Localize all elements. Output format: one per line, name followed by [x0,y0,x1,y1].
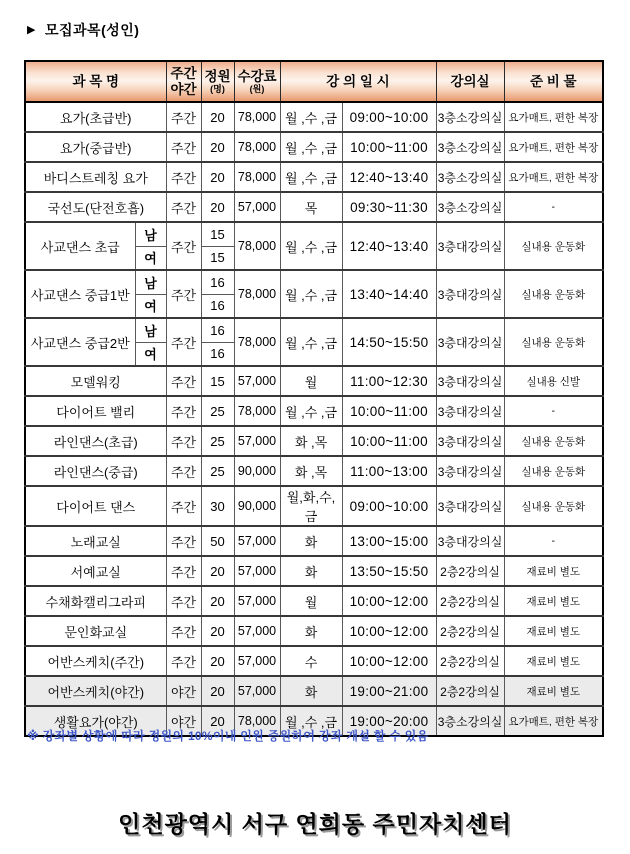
course-row [25,318,603,342]
header-fee-unit: (원) [249,84,265,95]
cell-session: 주간 [166,102,201,132]
cell-time: 10:00~11:00 [342,396,436,426]
cell-days: 화 [280,676,342,706]
footnote: ※ 강좌별 상황에 따라 정원의 10%이내 인원 증원하여 강좌 개설 할 수 있음 [27,729,429,743]
cell-capacity: 20 [201,192,234,222]
cell-room: 3층대강의실 [436,222,504,270]
cell-session: 주간 [166,646,201,676]
cell-days: 월 ,수 ,금 [280,706,342,736]
cell-days: 월 [280,586,342,616]
cell-fee: 78,000 [234,318,280,366]
cell-gender-male: 남 [135,270,166,294]
cell-materials: 재료비 별도 [504,676,603,706]
cell-time: 19:00~21:00 [342,676,436,706]
cell-session: 주간 [166,396,201,426]
arrow-marker-icon: ▶ [27,23,36,36]
course-row [25,556,603,586]
course-row [25,162,603,192]
cell-course-name: 어반스케치(야간) [25,676,166,706]
cell-time: 12:40~13:40 [342,162,436,192]
cell-time: 09:30~11:30 [342,192,436,222]
cell-days: 화 ,목 [280,426,342,456]
cell-time: 13:40~14:40 [342,270,436,318]
cell-capacity-female: 16 [201,342,234,366]
cell-days: 화 [280,526,342,556]
cell-fee: 57,000 [234,366,280,396]
cell-days: 월 ,수 ,금 [280,132,342,162]
cell-time: 10:00~11:00 [342,426,436,456]
course-row [25,486,603,526]
header-capacity-label: 정원 [204,68,231,84]
cell-session: 야간 [166,706,201,736]
course-table [24,60,604,737]
cell-session: 주간 [166,586,201,616]
cell-fee: 57,000 [234,192,280,222]
cell-materials: 실내용 운동화 [504,270,603,318]
cell-days: 화 ,목 [280,456,342,486]
cell-materials: - [504,526,603,556]
cell-capacity: 20 [201,616,234,646]
cell-room: 3층소강의실 [436,102,504,132]
cell-fee: 57,000 [234,426,280,456]
cell-room: 3층대강의실 [436,318,504,366]
cell-capacity: 20 [201,162,234,192]
cell-course-name: 수채화캘리그라피 [25,586,166,616]
cell-room: 3층대강의실 [436,486,504,526]
course-row [25,270,603,294]
cell-room: 3층대강의실 [436,270,504,318]
cell-days: 월 ,수 ,금 [280,162,342,192]
cell-time: 14:50~15:50 [342,318,436,366]
cell-days: 화 [280,556,342,586]
cell-room: 3층소강의실 [436,706,504,736]
cell-room: 3층대강의실 [436,396,504,426]
cell-fee: 78,000 [234,706,280,736]
cell-session: 주간 [166,556,201,586]
cell-materials: - [504,396,603,426]
cell-capacity-female: 15 [201,246,234,270]
cell-course-name: 라인댄스(중급) [25,456,166,486]
cell-capacity: 20 [201,646,234,676]
cell-room: 3층대강의실 [436,426,504,456]
cell-room: 3층대강의실 [436,366,504,396]
cell-room: 2층2강의실 [436,676,504,706]
cell-materials: 요가매트, 편한 복장 [504,706,603,736]
cell-fee: 57,000 [234,526,280,556]
cell-time: 10:00~12:00 [342,586,436,616]
cell-session: 주간 [166,192,201,222]
cell-course-name: 노래교실 [25,526,166,556]
cell-time: 11:00~13:00 [342,456,436,486]
cell-room: 3층소강의실 [436,192,504,222]
header-capacity-unit: (명) [210,84,225,95]
cell-course-name: 라인댄스(초급) [25,426,166,456]
cell-fee: 90,000 [234,456,280,486]
header-fee-label: 수강료 [237,68,277,84]
cell-fee: 78,000 [234,162,280,192]
course-row [25,586,603,616]
cell-days: 월 ,수 ,금 [280,396,342,426]
table-header [25,61,603,102]
course-row [25,526,603,556]
cell-fee: 78,000 [234,270,280,318]
header-schedule: 강 의 일 시 [280,61,436,102]
cell-course-name: 사교댄스 중급1반 [25,270,135,318]
header-session [166,61,201,102]
course-row [25,366,603,396]
cell-capacity: 25 [201,426,234,456]
cell-fee: 57,000 [234,556,280,586]
cell-session: 주간 [166,366,201,396]
cell-materials: 재료비 별도 [504,616,603,646]
header-capacity [201,61,234,102]
cell-days: 월 [280,366,342,396]
course-row [25,426,603,456]
cell-gender-female: 여 [135,342,166,366]
cell-course-name: 문인화교실 [25,616,166,646]
section-heading-label: 모집과목(성인) [44,22,140,38]
cell-course-name: 바디스트레칭 요가 [25,162,166,192]
header-session-line1: 주간 [170,66,197,82]
cell-room: 3층소강의실 [436,132,504,162]
cell-session: 주간 [166,616,201,646]
cell-materials: 재료비 별도 [504,646,603,676]
cell-time: 10:00~12:00 [342,616,436,646]
cell-capacity: 20 [201,556,234,586]
cell-time: 19:00~20:00 [342,706,436,736]
cell-course-name: 국선도(단전호흡) [25,192,166,222]
cell-session: 주간 [166,426,201,456]
cell-materials: 요가매트, 편한 복장 [504,102,603,132]
cell-fee: 78,000 [234,132,280,162]
cell-capacity: 20 [201,102,234,132]
cell-capacity: 25 [201,456,234,486]
cell-session: 주간 [166,222,201,270]
cell-gender-female: 여 [135,246,166,270]
cell-time: 13:50~15:50 [342,556,436,586]
cell-session: 주간 [166,162,201,192]
cell-time: 10:00~12:00 [342,646,436,676]
cell-session: 주간 [166,456,201,486]
cell-capacity-male: 16 [201,270,234,294]
cell-course-name: 어반스케치(주간) [25,646,166,676]
cell-capacity: 25 [201,396,234,426]
table-body [25,102,603,736]
cell-materials: 재료비 별도 [504,586,603,616]
header-subject: 과 목 명 [25,61,166,102]
course-row [25,676,603,706]
cell-materials: 실내용 운동화 [504,486,603,526]
cell-room: 2층2강의실 [436,556,504,586]
cell-days: 수 [280,646,342,676]
cell-room: 3층소강의실 [436,162,504,192]
cell-room: 3층대강의실 [436,456,504,486]
cell-gender-male: 남 [135,222,166,246]
course-row [25,646,603,676]
cell-fee: 90,000 [234,486,280,526]
cell-session: 주간 [166,486,201,526]
cell-materials: 요가매트, 편한 복장 [504,162,603,192]
cell-course-name: 생활요가(야간) [25,706,166,736]
cell-session: 주간 [166,132,201,162]
cell-materials: 재료비 별도 [504,556,603,586]
cell-session: 야간 [166,676,201,706]
cell-time: 11:00~12:30 [342,366,436,396]
cell-days: 월 ,수 ,금 [280,102,342,132]
cell-capacity: 15 [201,366,234,396]
cell-course-name: 사교댄스 중급2반 [25,318,135,366]
cell-fee: 78,000 [234,102,280,132]
cell-session: 주간 [166,318,201,366]
cell-room: 3층대강의실 [436,526,504,556]
header-session-line2: 야간 [170,81,197,97]
cell-session: 주간 [166,526,201,556]
cell-materials: 실내용 운동화 [504,318,603,366]
cell-days: 월 ,수 ,금 [280,222,342,270]
cell-days: 목 [280,192,342,222]
cell-materials: - [504,192,603,222]
cell-time: 12:40~13:40 [342,222,436,270]
cell-course-name: 요가(중급반) [25,132,166,162]
course-row [25,132,603,162]
cell-capacity: 20 [201,586,234,616]
cell-time: 13:00~15:00 [342,526,436,556]
cell-capacity: 50 [201,526,234,556]
cell-fee: 57,000 [234,676,280,706]
course-row [25,192,603,222]
cell-days: 화 [280,616,342,646]
cell-room: 2층2강의실 [436,616,504,646]
cell-materials: 실내용 신발 [504,366,603,396]
cell-capacity: 20 [201,132,234,162]
cell-fee: 57,000 [234,646,280,676]
cell-gender-male: 남 [135,318,166,342]
cell-course-name: 서예교실 [25,556,166,586]
cell-course-name: 다이어트 댄스 [25,486,166,526]
header-fee [234,61,280,102]
cell-capacity: 20 [201,706,234,736]
course-row [25,396,603,426]
cell-gender-female: 여 [135,294,166,318]
cell-course-name: 요가(초급반) [25,102,166,132]
cell-capacity-female: 16 [201,294,234,318]
cell-course-name: 다이어트 밸리 [25,396,166,426]
cell-time: 10:00~11:00 [342,132,436,162]
cell-materials: 실내용 운동화 [504,426,603,456]
course-row [25,456,603,486]
cell-materials: 실내용 운동화 [504,456,603,486]
cell-days: 월,화,수,금 [280,486,342,526]
cell-days: 월 ,수 ,금 [280,318,342,366]
cell-capacity-male: 16 [201,318,234,342]
cell-fee: 57,000 [234,586,280,616]
cell-capacity: 30 [201,486,234,526]
cell-room: 2층2강의실 [436,586,504,616]
course-row [25,222,603,246]
header-room: 강의실 [436,61,504,102]
cell-fee: 78,000 [234,396,280,426]
cell-course-name: 사교댄스 초급 [25,222,135,270]
section-heading [27,20,139,40]
cell-course-name: 모델워킹 [25,366,166,396]
cell-time: 09:00~10:00 [342,486,436,526]
course-row [25,616,603,646]
course-row [25,102,603,132]
cell-materials: 요가매트, 편한 복장 [504,132,603,162]
organization-title: 인천광역시 서구 연희동 주민자치센터 [118,811,512,837]
cell-fee: 57,000 [234,616,280,646]
cell-capacity: 20 [201,676,234,706]
cell-days: 월 ,수 ,금 [280,270,342,318]
header-materials: 준 비 물 [504,61,603,102]
cell-time: 09:00~10:00 [342,102,436,132]
cell-materials: 실내용 운동화 [504,222,603,270]
cell-room: 2층2강의실 [436,646,504,676]
cell-capacity-male: 15 [201,222,234,246]
cell-fee: 78,000 [234,222,280,270]
cell-session: 주간 [166,270,201,318]
